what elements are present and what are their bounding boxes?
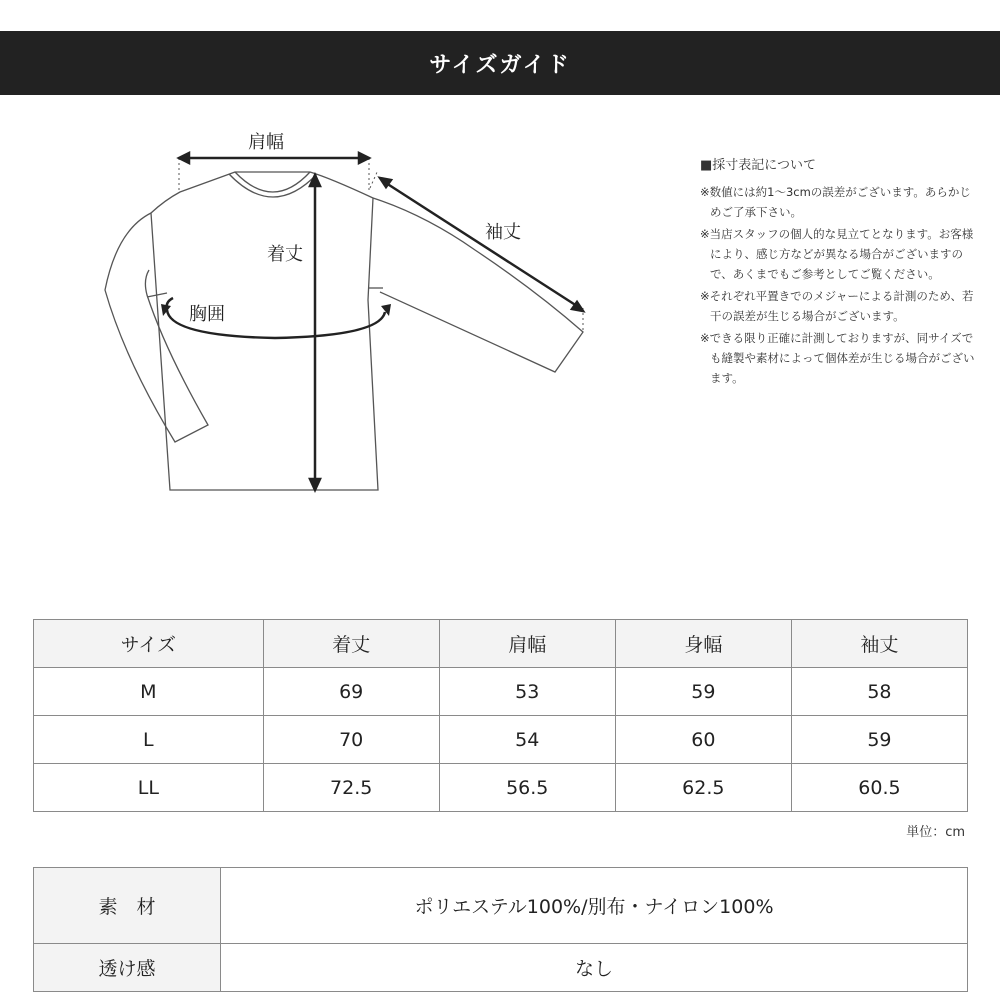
transparency-key: 透け感 xyxy=(34,944,221,992)
note-item: ※それぞれ平置きでのメジャーによる計測のため、若干の誤差が生じる場合がございます。 xyxy=(700,289,974,323)
header-body-width: 身幅 xyxy=(615,620,791,668)
material-table xyxy=(33,867,968,992)
shoulder-cell: 53 xyxy=(439,668,615,716)
page-title: サイズガイド xyxy=(429,52,571,78)
body-width-cell: 62.5 xyxy=(615,764,791,812)
note-item: ※できる限り正確に計測しておりますが、同サイズでも縫製や素材によって個体差が生じる場合がございます。 xyxy=(700,331,975,385)
material-key: 素 材 xyxy=(34,868,221,944)
size-table xyxy=(33,619,968,812)
table-row xyxy=(34,668,968,716)
page-header xyxy=(0,31,1000,95)
size-table-header-row xyxy=(34,620,968,668)
material-value: ポリエステル100%/別布・ナイロン100% xyxy=(221,868,968,944)
shoulder-cell: 54 xyxy=(439,716,615,764)
length-cell: 72.5 xyxy=(263,764,439,812)
note-item: ※数値には約1〜3cmの誤差がございます。あらかじめご了承下さい。 xyxy=(700,185,971,219)
chest-label: 胸囲 xyxy=(189,304,225,325)
measurement-diagram xyxy=(95,120,615,510)
header-size: サイズ xyxy=(34,620,264,668)
shoulder-width-label: 肩幅 xyxy=(248,132,284,153)
size-cell: LL xyxy=(34,764,264,812)
shoulder-cell: 56.5 xyxy=(439,764,615,812)
material-row xyxy=(34,868,968,944)
length-label: 着丈 xyxy=(267,244,303,265)
table-row xyxy=(34,716,968,764)
sleeve-label: 袖丈 xyxy=(485,222,521,243)
header-length: 着丈 xyxy=(263,620,439,668)
body-width-cell: 59 xyxy=(615,668,791,716)
sleeve-cell: 59 xyxy=(791,716,967,764)
length-cell: 69 xyxy=(263,668,439,716)
note-item: ※当店スタッフの個人的な見立てとなります。お客様により、感じ方などが異なる場合がございますので、あくまでもご参考としてご覧ください。 xyxy=(700,227,974,281)
size-cell: M xyxy=(34,668,264,716)
notes-title: ■採寸表記について xyxy=(700,158,817,173)
sleeve-cell: 60.5 xyxy=(791,764,967,812)
shirt-illustration xyxy=(95,120,615,510)
unit-label: 単位：cm xyxy=(906,825,965,840)
length-cell: 70 xyxy=(263,716,439,764)
header-shoulder: 肩幅 xyxy=(439,620,615,668)
transparency-row xyxy=(34,944,968,992)
transparency-value: なし xyxy=(221,944,968,992)
size-cell: L xyxy=(34,716,264,764)
measurement-notes xyxy=(700,156,975,390)
body-width-cell: 60 xyxy=(615,716,791,764)
sleeve-cell: 58 xyxy=(791,668,967,716)
header-sleeve: 袖丈 xyxy=(791,620,967,668)
table-row xyxy=(34,764,968,812)
